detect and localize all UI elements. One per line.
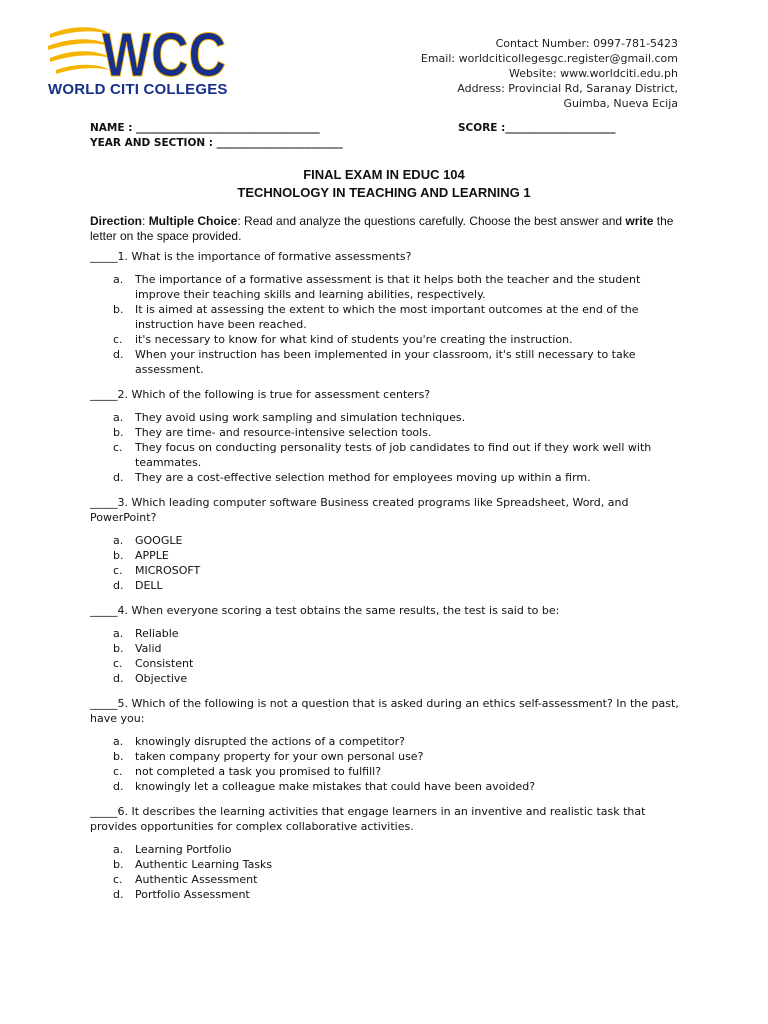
option-letter: d.: [113, 780, 124, 793]
option-text: Valid: [135, 642, 162, 655]
answer-option: [90, 272, 680, 302]
option-text: Authentic Assessment: [135, 873, 258, 886]
option-letter: a.: [113, 735, 124, 748]
option-text: They are time- and resource-intensive selection tools.: [135, 426, 432, 439]
question-stem: _____1. What is the importance of formative assessments?: [90, 250, 412, 263]
answer-option: [90, 440, 680, 470]
option-text: It is aimed at assessing the extent to which the most important outcomes at the end of the instruction have been reached.: [135, 303, 639, 331]
score-field: SCORE :_____________________: [458, 122, 616, 134]
direction-colon: :: [142, 214, 149, 228]
answer-option: [90, 533, 680, 548]
question-item: [90, 495, 680, 593]
question-item: [90, 603, 680, 686]
question-item: [90, 804, 680, 902]
answer-option: [90, 656, 680, 671]
question-list: [90, 249, 680, 912]
option-text: knowingly let a colleague make mistakes that could have been avoided?: [135, 780, 536, 793]
answer-option: [90, 842, 680, 857]
answer-options: [90, 533, 680, 593]
contact-address-line1: Address: Provincial Rd, Saranay District,: [457, 82, 678, 95]
option-text: Reliable: [135, 627, 179, 640]
answer-option: [90, 578, 680, 593]
option-letter: d.: [113, 348, 124, 361]
option-letter: a.: [113, 627, 124, 640]
option-text: APPLE: [135, 549, 169, 562]
question-stem: _____6. It describes the learning activities that engage learners in an inventive and realistic task that provides opportunities for complex collaborative activities.: [90, 805, 646, 833]
direction-label: Direction: [90, 214, 143, 228]
year-row: [90, 136, 690, 151]
option-text: They are a cost-effective selection method for employees moving up within a firm.: [135, 471, 591, 484]
option-letter: c.: [113, 333, 123, 346]
option-text: DELL: [135, 579, 163, 592]
question-item: [90, 696, 680, 794]
option-text: Learning Portfolio: [135, 843, 232, 856]
option-text: Portfolio Assessment: [135, 888, 250, 901]
question-stem: _____3. Which leading computer software Business created programs like Spreadsheet, Word, and PowerPoint?: [90, 496, 629, 524]
answer-options: [90, 734, 680, 794]
answer-option: [90, 470, 680, 485]
answer-option: [90, 563, 680, 578]
option-text: it's necessary to know for what kind of students you're creating the instruction.: [135, 333, 573, 346]
option-letter: a.: [113, 273, 124, 286]
option-text: The importance of a formative assessment is that it helps both the teacher and the student improve their teaching skills and learning abilities, respectively.: [135, 273, 641, 301]
answer-option: [90, 671, 680, 686]
option-text: knowingly disrupted the actions of a competitor?: [135, 735, 405, 748]
option-letter: d.: [113, 471, 124, 484]
option-letter: b.: [113, 303, 124, 316]
question-item: [90, 249, 680, 377]
option-text: Consistent: [135, 657, 194, 670]
answer-option: [90, 872, 680, 887]
answer-options: [90, 272, 680, 377]
option-letter: a.: [113, 843, 124, 856]
name-row: [90, 121, 690, 136]
option-letter: c.: [113, 564, 123, 577]
answer-option: [90, 302, 680, 332]
answer-option: [90, 548, 680, 563]
contact-email: Email: worldciticollegesgc.register@gmail.com: [420, 52, 678, 65]
logo-swoosh-icon: [48, 27, 110, 74]
option-text: not completed a task you promised to fulfill?: [135, 765, 382, 778]
exam-title-line1: FINAL EXAM IN EDUC 104: [303, 167, 465, 182]
option-letter: b.: [113, 549, 124, 562]
option-letter: d.: [113, 579, 124, 592]
direction-type: Multiple Choice: [148, 214, 238, 228]
option-letter: b.: [113, 426, 124, 439]
option-letter: c.: [113, 657, 123, 670]
option-letter: d.: [113, 672, 124, 685]
option-letter: b.: [113, 858, 124, 871]
answer-option: [90, 626, 680, 641]
wcc-logo-mark: [44, 20, 234, 84]
contact-website: Website: www.worldciti.edu.ph: [509, 67, 678, 80]
option-text: They focus on conducting personality tests of job candidates to find out if they work well with teammates.: [135, 441, 652, 469]
answer-option: [90, 425, 680, 440]
answer-option: [90, 857, 680, 872]
option-text: Objective: [135, 672, 188, 685]
question-stem: _____5. Which of the following is not a question that is asked during an ethics self-assessment? In the past, have you:: [90, 697, 679, 725]
option-letter: a.: [113, 534, 124, 547]
option-letter: b.: [113, 642, 124, 655]
option-text: Authentic Learning Tasks: [135, 858, 273, 871]
option-text: They avoid using work sampling and simulation techniques.: [135, 411, 466, 424]
name-field: NAME : ___________________________________: [90, 122, 320, 134]
answer-options: [90, 626, 680, 686]
college-logo: [44, 20, 304, 104]
option-letter: c.: [113, 765, 123, 778]
logo-wordmark: WCC: [102, 21, 226, 84]
answer-option: [90, 347, 680, 377]
option-letter: a.: [113, 411, 124, 424]
option-letter: c.: [113, 441, 123, 454]
contact-address-line2: Guimba, Nueva Ecija: [563, 97, 678, 110]
question-item: [90, 387, 680, 485]
student-info-fields: [90, 121, 690, 151]
question-stem: _____2. Which of the following is true for assessment centers?: [90, 388, 431, 401]
answer-option: [90, 779, 680, 794]
college-name: WORLD CITI COLLEGES: [48, 81, 228, 98]
option-text: MICROSOFT: [135, 564, 201, 577]
option-letter: b.: [113, 750, 124, 763]
contact-number: Contact Number: 0997-781-5423: [495, 37, 678, 50]
option-text: When your instruction has been implemented in your classroom, it's still necessary to take assessment.: [135, 348, 636, 376]
option-text: GOOGLE: [135, 534, 183, 547]
answer-options: [90, 842, 680, 902]
answer-option: [90, 764, 680, 779]
answer-option: [90, 749, 680, 764]
question-stem: _____4. When everyone scoring a test obtains the same results, the test is said to be:: [90, 604, 560, 617]
answer-options: [90, 410, 680, 485]
answer-option: [90, 641, 680, 656]
answer-option: [90, 887, 680, 902]
direction-emphasis: write: [625, 214, 654, 228]
contact-info: [421, 36, 678, 111]
option-letter: c.: [113, 873, 123, 886]
answer-option: [90, 332, 680, 347]
option-text: taken company property for your own personal use?: [135, 750, 424, 763]
exam-title-line2: TECHNOLOGY IN TEACHING AND LEARNING 1: [237, 185, 531, 200]
exam-title: [0, 166, 768, 202]
option-letter: d.: [113, 888, 124, 901]
year-section-field: YEAR AND SECTION : ________________________: [90, 137, 343, 149]
answer-option: [90, 410, 680, 425]
direction-text: [90, 214, 680, 244]
direction-text-before: : Read and analyze the questions carefully. Choose the best answer and: [237, 214, 626, 228]
answer-option: [90, 734, 680, 749]
direction-text-after: the letter on the space provided.: [90, 214, 674, 243]
